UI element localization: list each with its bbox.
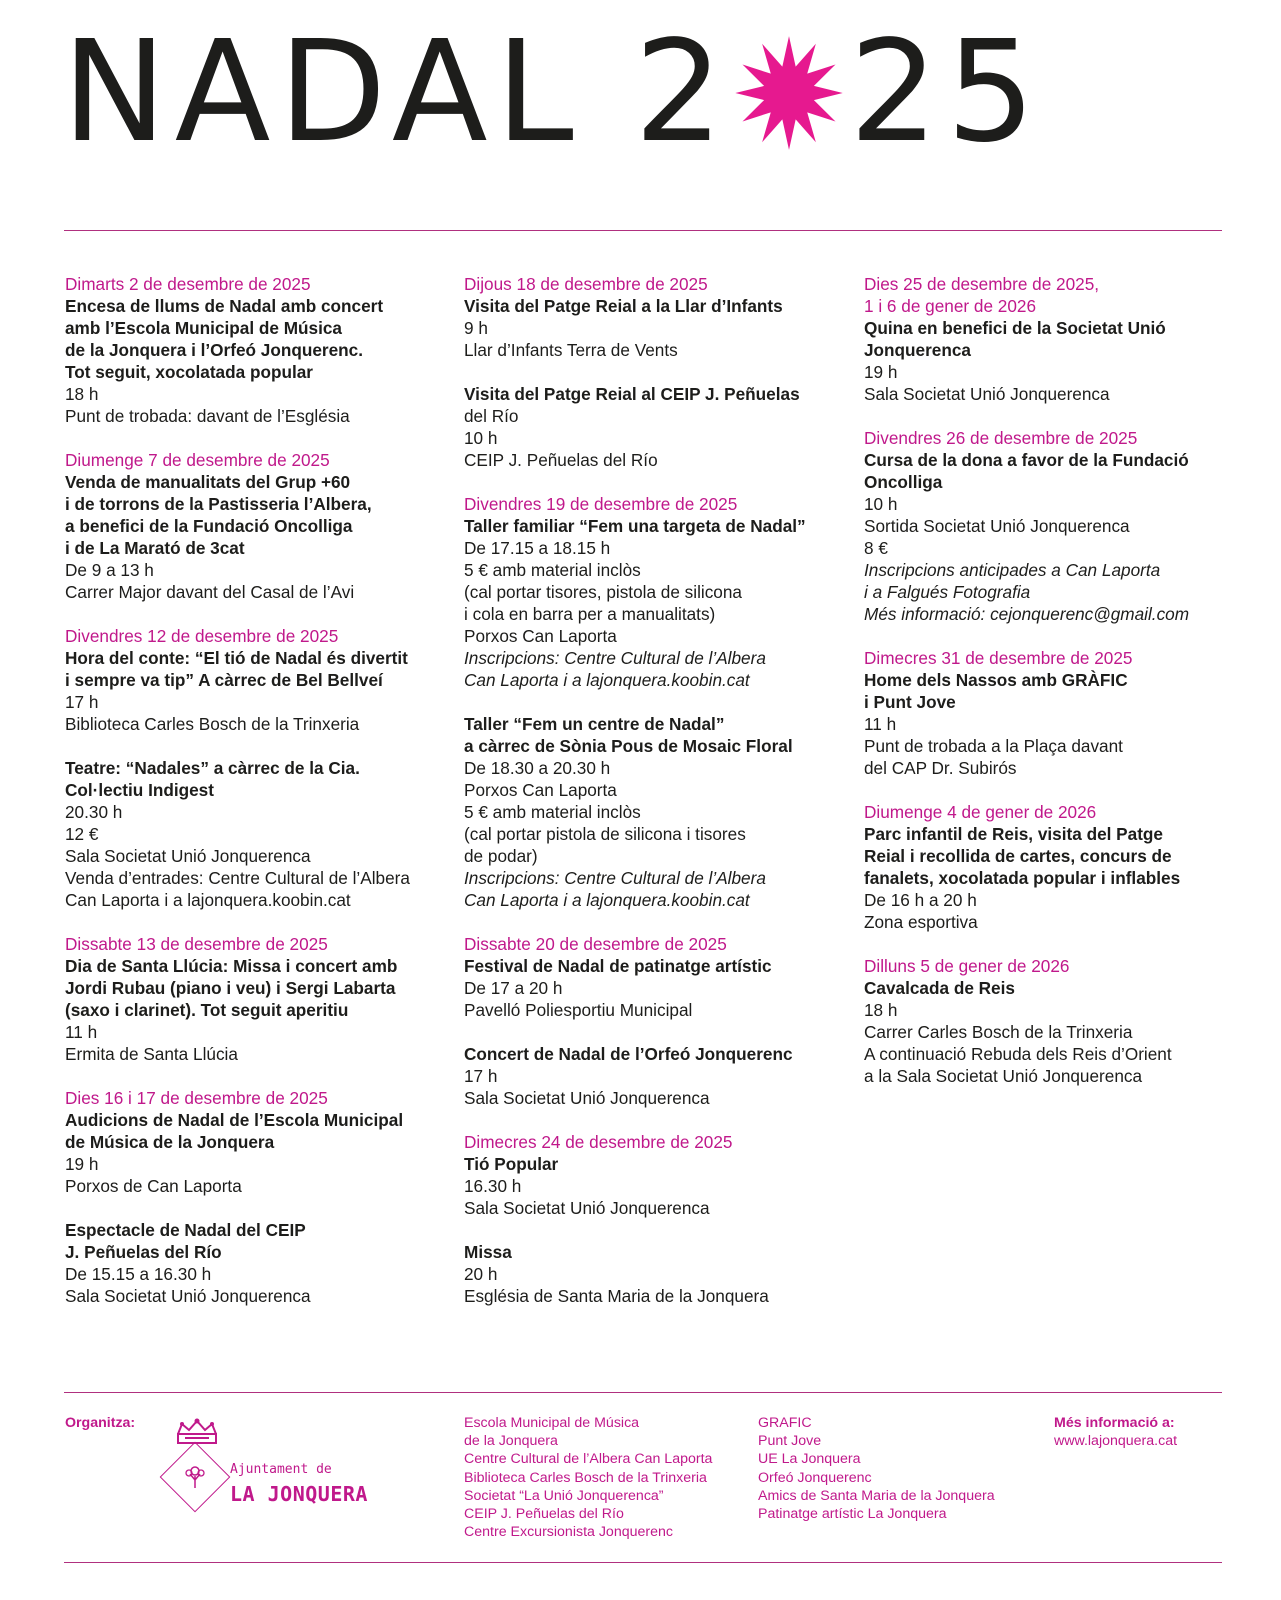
organizer-item: Amics de Santa Maria de la Jonquera bbox=[758, 1487, 995, 1504]
event-block bbox=[65, 1087, 455, 1197]
events-column-2 bbox=[464, 273, 854, 1329]
event-detail: Més informació: cejonquerenc@gmail.com bbox=[864, 604, 1190, 624]
event-date: Dies 25 de desembre de 2025, 1 i 6 de gener de 2026 bbox=[864, 274, 1100, 316]
event-detail: 5 € amb material inclòs bbox=[464, 802, 641, 822]
title-text-left: NADAL 2 bbox=[62, 11, 732, 174]
event-detail: A continuació Rebuda dels Reis d’Orient bbox=[864, 1044, 1172, 1064]
event-block bbox=[464, 1131, 854, 1219]
event-title: Taller “Fem un centre de Nadal” a càrrec de Sònia Pous de Mosaic Floral bbox=[464, 714, 793, 756]
event-detail: Sala Societat Unió Jonquerenca bbox=[864, 384, 1110, 404]
more-info-label: Més informació a: bbox=[1054, 1415, 1175, 1431]
event-detail: del Río bbox=[464, 406, 519, 426]
event-title: Visita del Patge Reial a la Llar d’Infants bbox=[464, 296, 783, 316]
event-detail: Zona esportiva bbox=[864, 912, 978, 932]
event-detail: Carrer Major davant del Casal de l’Avi bbox=[65, 582, 355, 602]
event-detail: 10 h bbox=[864, 494, 898, 514]
event-title: Missa bbox=[464, 1242, 512, 1262]
event-block bbox=[65, 625, 455, 735]
event-detail: 8 € bbox=[864, 538, 888, 558]
event-detail: De 9 a 13 h bbox=[65, 560, 154, 580]
event-detail: Porxos de Can Laporta bbox=[65, 1176, 242, 1196]
flower-icon bbox=[182, 1464, 208, 1490]
event-detail: Llar d’Infants Terra de Vents bbox=[464, 340, 678, 360]
event-date: Dilluns 5 de gener de 2026 bbox=[864, 956, 1070, 976]
event-detail: 18 h bbox=[864, 1000, 898, 1020]
event-date: Divendres 12 de desembre de 2025 bbox=[65, 626, 339, 646]
event-detail: Pavelló Poliesportiu Municipal bbox=[464, 1000, 693, 1020]
organizer-item: Patinatge artístic La Jonquera bbox=[758, 1506, 947, 1523]
event-date: Dimecres 24 de desembre de 2025 bbox=[464, 1132, 733, 1152]
event-detail: 12 € bbox=[65, 824, 99, 844]
organizer-item: Orfeó Jonquerenc bbox=[758, 1469, 872, 1486]
event-detail: Sala Societat Unió Jonquerenca bbox=[65, 1286, 311, 1306]
event-date: Dimarts 2 de desembre de 2025 bbox=[65, 274, 311, 294]
more-info-url[interactable]: www.lajonquera.cat bbox=[1054, 1433, 1178, 1450]
event-detail: Porxos Can Laporta bbox=[464, 626, 617, 646]
footer-divider bbox=[64, 1392, 1222, 1393]
event-detail: 19 h bbox=[864, 362, 898, 382]
more-info bbox=[1054, 1414, 1177, 1450]
event-title: Venda de manualitats del Grup +60 i de torrons de la Pastisseria l’Albera, a benefici de la Fundació Oncolliga i de La Marató de 3cat bbox=[65, 472, 372, 558]
organizers-list-1 bbox=[464, 1414, 712, 1541]
top-divider bbox=[64, 230, 1222, 231]
event-detail: Carrer Carles Bosch de la Trinxeria bbox=[864, 1022, 1133, 1042]
event-detail: Sortida Societat Unió Jonquerenca bbox=[864, 516, 1130, 536]
organizer-item: de la Jonquera bbox=[464, 1433, 558, 1450]
event-detail: Sala Societat Unió Jonquerenca bbox=[464, 1088, 710, 1108]
event-title: Audicions de Nadal de l’Escola Municipal de Música de la Jonquera bbox=[65, 1110, 404, 1152]
event-detail: 9 h bbox=[464, 318, 488, 338]
organizer-item: Biblioteca Carles Bosch de la Trinxeria bbox=[464, 1469, 707, 1486]
event-detail: Can Laporta i a lajonquera.koobin.cat bbox=[464, 670, 750, 690]
event-date: Divendres 26 de desembre de 2025 bbox=[864, 428, 1138, 448]
event-title: Tió Popular bbox=[464, 1154, 559, 1174]
event-title: Parc infantil de Reis, visita del Patge Reial i recollida de cartes, concurs de fanalets, xocolatada popular i inflables bbox=[864, 824, 1181, 888]
event-title: Encesa de llums de Nadal amb concert amb l’Escola Municipal de Música de la Jonquera i l’Orfeó Jonquerenc. Tot seguit, xocolatada popular bbox=[65, 296, 384, 382]
organizer-item: CEIP J. Peñuelas del Río bbox=[464, 1506, 624, 1523]
event-detail: 20 h bbox=[464, 1264, 498, 1284]
event-title: Concert de Nadal de l’Orfeó Jonquerenc bbox=[464, 1044, 793, 1064]
event-block bbox=[864, 647, 1254, 779]
event-detail: Punt de trobada: davant de l’Església bbox=[65, 406, 350, 426]
event-date: Dissabte 13 de desembre de 2025 bbox=[65, 934, 328, 954]
event-detail: Venda d’entrades: Centre Cultural de l’Albera bbox=[65, 868, 410, 888]
event-date: Dijous 18 de desembre de 2025 bbox=[464, 274, 708, 294]
event-block bbox=[65, 1219, 455, 1307]
event-block bbox=[464, 713, 854, 911]
event-date: Dimecres 31 de desembre de 2025 bbox=[864, 648, 1133, 668]
event-detail: de podar) bbox=[464, 846, 538, 866]
event-block bbox=[65, 757, 455, 911]
ajuntament-logo bbox=[162, 1418, 372, 1518]
event-block bbox=[864, 955, 1254, 1087]
event-detail: del CAP Dr. Subirós bbox=[864, 758, 1017, 778]
organizer-item: Escola Municipal de Música bbox=[464, 1415, 640, 1431]
organizer-item: UE La Jonquera bbox=[758, 1451, 861, 1468]
event-detail: 5 € amb material inclòs bbox=[464, 560, 641, 580]
event-title: Espectacle de Nadal del CEIP J. Peñuelas del Río bbox=[65, 1220, 306, 1262]
event-detail: Sala Societat Unió Jonquerenca bbox=[65, 846, 311, 866]
event-detail: i cola en barra per a manualitats) bbox=[464, 604, 716, 624]
event-detail: 16.30 h bbox=[464, 1176, 522, 1196]
event-detail: Can Laporta i a lajonquera.koobin.cat bbox=[65, 890, 351, 910]
organizer-item: Societat “La Unió Jonquerenca” bbox=[464, 1487, 664, 1504]
event-detail: De 17.15 a 18.15 h bbox=[464, 538, 611, 558]
event-detail: De 16 h a 20 h bbox=[864, 890, 977, 910]
event-block bbox=[464, 383, 854, 471]
event-detail: De 18.30 a 20.30 h bbox=[464, 758, 611, 778]
organizer-item: GRAFIC bbox=[758, 1415, 812, 1431]
event-detail: 20.30 h bbox=[65, 802, 123, 822]
event-detail: Punt de trobada a la Plaça davant bbox=[864, 736, 1123, 756]
event-detail: 17 h bbox=[464, 1066, 498, 1086]
event-detail: De 15.15 a 16.30 h bbox=[65, 1264, 212, 1284]
event-block bbox=[464, 1043, 854, 1109]
event-title: Visita del Patge Reial al CEIP J. Peñuelas bbox=[464, 384, 800, 404]
logo-text-big: LA JONQUERA bbox=[230, 1482, 368, 1506]
event-title: Taller familiar “Fem una targeta de Nadal” bbox=[464, 516, 806, 536]
crown-icon bbox=[174, 1418, 220, 1446]
event-title: Hora del conte: “El tió de Nadal és divertit i sempre va tip” A càrrec de Bel Bellveí bbox=[65, 648, 408, 690]
event-detail: 11 h bbox=[65, 1022, 98, 1042]
page-title bbox=[62, 11, 1044, 174]
organizers-list-2 bbox=[758, 1414, 995, 1523]
event-date: Diumenge 4 de gener de 2026 bbox=[864, 802, 1097, 822]
event-detail: Inscripcions: Centre Cultural de l’Albera bbox=[464, 868, 766, 888]
event-block bbox=[464, 493, 854, 691]
event-title: Teatre: “Nadales” a càrrec de la Cia. Col·lectiu Indigest bbox=[65, 758, 360, 800]
event-detail: 11 h bbox=[864, 714, 897, 734]
event-block bbox=[464, 273, 854, 361]
event-detail: i a Falgués Fotografia bbox=[864, 582, 1031, 602]
event-detail: Inscripcions: Centre Cultural de l’Albera bbox=[464, 648, 766, 668]
logo-text-small: Ajuntament de bbox=[230, 1462, 332, 1477]
organitza-label: Organitza: bbox=[65, 1415, 136, 1431]
event-detail: 19 h bbox=[65, 1154, 99, 1174]
event-block bbox=[864, 427, 1254, 625]
event-title: Cavalcada de Reis bbox=[864, 978, 1015, 998]
organizer-item: Centre Cultural de l’Albera Can Laporta bbox=[464, 1451, 713, 1468]
event-detail: CEIP J. Peñuelas del Río bbox=[464, 450, 658, 470]
event-detail: De 17 a 20 h bbox=[464, 978, 563, 998]
event-block bbox=[864, 273, 1254, 405]
event-detail: Porxos Can Laporta bbox=[464, 780, 617, 800]
event-detail: (cal portar pistola de silicona i tisores bbox=[464, 824, 746, 844]
event-detail: Can Laporta i a lajonquera.koobin.cat bbox=[464, 890, 750, 910]
event-block bbox=[65, 933, 455, 1065]
event-detail: Inscripcions anticipades a Can Laporta bbox=[864, 560, 1161, 580]
event-title: Quina en benefici de la Societat Unió Jonquerenca bbox=[864, 318, 1166, 360]
events-column-3 bbox=[864, 273, 1254, 1109]
event-block bbox=[65, 273, 455, 427]
event-title: Festival de Nadal de patinatge artístic bbox=[464, 956, 772, 976]
event-title: Dia de Santa Llúcia: Missa i concert amb Jordi Rubau (piano i veu) i Sergi Labarta (saxo i clarinet). Tot seguit aperitiu bbox=[65, 956, 398, 1020]
title-text-right: 25 bbox=[849, 11, 1044, 174]
event-block bbox=[464, 1241, 854, 1307]
pink-star-icon bbox=[735, 35, 843, 151]
event-detail: Església de Santa Maria de la Jonquera bbox=[464, 1286, 769, 1306]
event-detail: a la Sala Societat Unió Jonquerenca bbox=[864, 1066, 1143, 1086]
event-detail: 18 h bbox=[65, 384, 99, 404]
event-block bbox=[65, 449, 455, 603]
events-column-1 bbox=[65, 273, 455, 1329]
event-date: Divendres 19 de desembre de 2025 bbox=[464, 494, 738, 514]
event-detail: 17 h bbox=[65, 692, 99, 712]
bottom-divider bbox=[64, 1562, 1222, 1563]
event-block bbox=[464, 933, 854, 1021]
event-detail: Ermita de Santa Llúcia bbox=[65, 1044, 238, 1064]
organizer-item: Punt Jove bbox=[758, 1433, 822, 1450]
event-detail: (cal portar tisores, pistola de silicona bbox=[464, 582, 742, 602]
event-title: Home dels Nassos amb GRÀFIC i Punt Jove bbox=[864, 670, 1128, 712]
event-detail: Sala Societat Unió Jonquerenca bbox=[464, 1198, 710, 1218]
event-detail: Biblioteca Carles Bosch de la Trinxeria bbox=[65, 714, 360, 734]
event-date: Diumenge 7 de desembre de 2025 bbox=[65, 450, 330, 470]
event-date: Dies 16 i 17 de desembre de 2025 bbox=[65, 1088, 328, 1108]
event-block bbox=[864, 801, 1254, 933]
organizer-item: Centre Excursionista Jonquerenc bbox=[464, 1524, 673, 1541]
event-detail: 10 h bbox=[464, 428, 498, 448]
event-date: Dissabte 20 de desembre de 2025 bbox=[464, 934, 727, 954]
event-title: Cursa de la dona a favor de la Fundació Oncolliga bbox=[864, 450, 1189, 492]
